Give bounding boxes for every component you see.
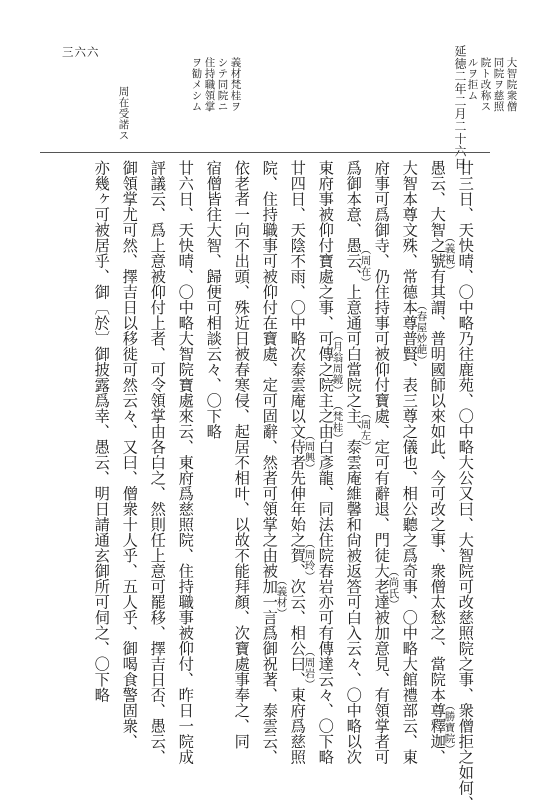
interlinear-note: （周在） <box>359 244 372 288</box>
interlinear-note: （周岩） <box>303 646 316 690</box>
headnote-line: 同院ヲ慈照 <box>492 57 505 112</box>
body-line: 亦幾ヶ可被居乎、御〔於〕御披露爲幸、愚云、明日請通玄御所可伺之、〇下略 <box>92 160 111 703</box>
interlinear-note: （月翁周鏡） <box>331 330 344 396</box>
body-line: 御領掌尤可然、擇吉日以移徙可然云々、又曰、僧衆十人乎、五人乎、御喝食警固衆、 <box>120 160 139 749</box>
body-line: 愚云、大智之號有其謂、普明國師以來如此、今可改之事、衆僧太愁之、當院本尊釋迦、 <box>428 160 447 765</box>
headnote-line: 周在受諾ス <box>117 86 130 141</box>
headnote-line: ヲ勧メシム <box>190 57 203 112</box>
headnote-line: 住持職領掌 <box>203 57 216 112</box>
page-number: 三六六 <box>62 45 100 59</box>
body-line: 府事可爲御寺、仍住持事可被仰付寶處、定可有辭退、門徒大老達被加意見、有領掌者可 <box>372 160 391 765</box>
headnote-line: シテ同院ニ <box>216 57 229 112</box>
body-line: 宿僧皆往大智、歸便可相談云々、〇下略 <box>204 160 223 439</box>
interlinear-note: （梵桂） <box>331 400 344 444</box>
interlinear-note: （周玲） <box>303 538 316 582</box>
interlinear-note: （勝寶院） <box>443 700 456 755</box>
body-line: 評議云、爲上意被仰付上者、可令領掌由各白之、然則任上意可罷移、擇吉日否、愚云、 <box>148 160 167 765</box>
body-line: 廿三日、天快晴、〇中略乃往鹿苑、〇中略大公又曰、大智院可改慈照院之事、衆僧拒之如何、 <box>456 160 475 811</box>
running-title: 延徳二年二月二十六日 <box>453 45 467 170</box>
body-line: 東府事被仰付寶處之事、可傳之院主之由白彥龍、同法住院春岩亦可有傳達云々、〇下略 <box>316 160 335 765</box>
body-line: 院、住持職事可被仰付在寶處、定可固辭、然者可領掌之由被加一言爲御祝著、泰雲云、 <box>260 160 279 765</box>
headnote-line: 大智院衆僧 <box>505 57 518 112</box>
body-line: 爲御本意、愚云、上意通可白當院之主、泰雲庵維馨和尙被返答可白入云々、〇中略以次 <box>344 160 363 765</box>
body-line: 依老者一向不出頭、殊近日被春寒侵、起居不相叶、以故不能拜顏、次寶處事奉之、同 <box>232 160 251 749</box>
interlinear-note: （周左） <box>359 408 372 452</box>
headnote-line: 院ト改称ス <box>479 57 492 112</box>
headnote-divider <box>40 152 490 153</box>
interlinear-note: （義材） <box>275 575 288 619</box>
interlinear-note: （周興） <box>303 430 316 474</box>
interlinear-note: （義視） <box>443 232 456 276</box>
headnote-line: ルヲ拒ム <box>466 57 479 101</box>
body-line: 廿六日、天快晴、〇中略大智院寶處來云、東府爲慈照院、住持職事被仰付、昨日一院成 <box>176 160 195 765</box>
body-line: 大智本尊文殊、常德本尊普賢、表三尊之儀也、相公聽之爲奇事、〇中略大館禮部云、東 <box>400 160 419 765</box>
interlinear-note: （尚氏） <box>387 566 400 610</box>
interlinear-note: （春屋妙葩） <box>415 300 428 366</box>
headnote-line: 義材梵桂ヲ <box>229 57 242 112</box>
body-line: 廿四日、天陰不雨、〇中略次泰雲庵以文侍者先伸年始之賀、次云、相公曰、東府爲慈照 <box>288 160 307 765</box>
